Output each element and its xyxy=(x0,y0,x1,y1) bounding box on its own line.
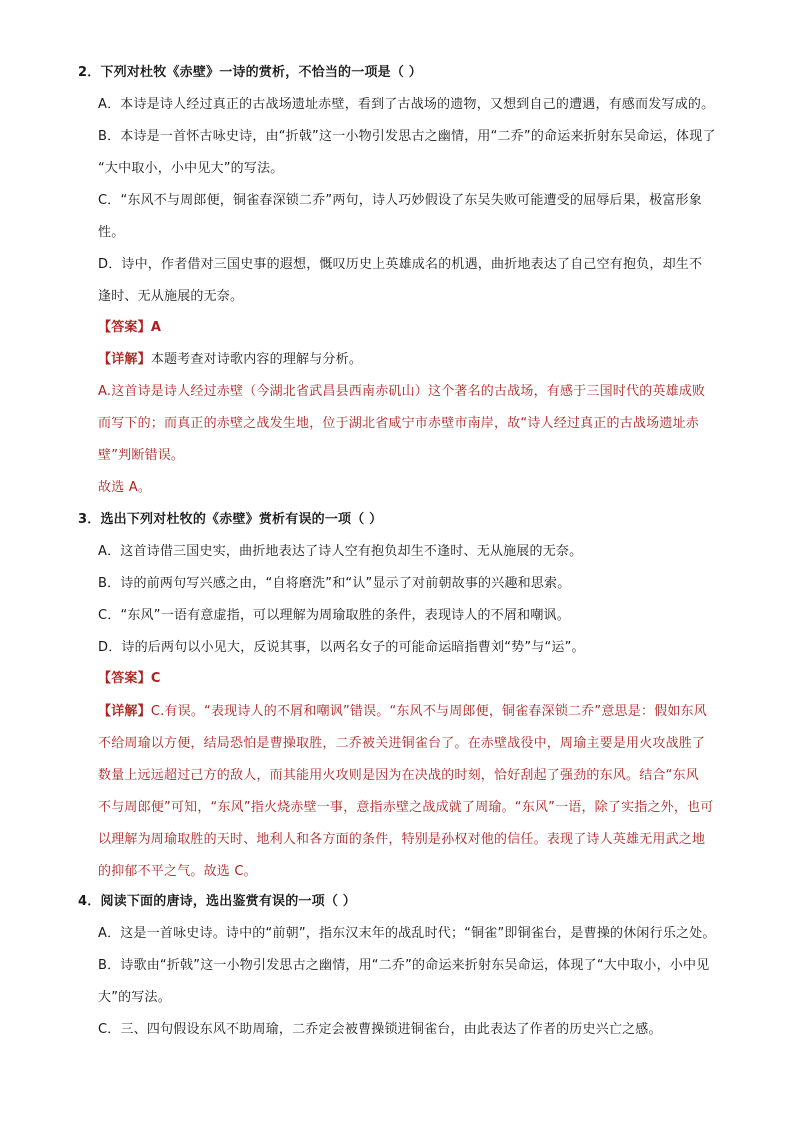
question-3-detail xyxy=(98,704,758,720)
question-2-conclusion: 故选 A。 xyxy=(98,480,152,495)
answer-label: 【答案】 xyxy=(98,320,151,335)
question-3-answer xyxy=(98,671,758,687)
answer-value: A xyxy=(150,320,162,335)
question-4-option-b-cont: 大”的写法。 xyxy=(98,990,171,1005)
question-2-option-a: A．本诗是诗人经过真正的古战场遗址赤壁，看到了古战场的遗物，又想到自己的遭遇，有感而发写成的。 xyxy=(98,97,715,112)
question-3-detail-line: 不与周郎便”可知，“东风”指火烧赤壁一事，意指赤壁之战成就了周瑜。“东风”一语，除了实指之外，也可 xyxy=(98,800,714,815)
detail-label: 【详解】 xyxy=(98,704,151,719)
question-3-option-d: D．诗的后两句以小见大，反说其事，以两名女子的可能命运暗指曹刘“势”与“运”。 xyxy=(98,640,585,655)
answer-label: 【答案】 xyxy=(98,671,151,686)
question-4-option-b: B．诗歌由“折戟”这一小物引发思古之幽情，用“二乔”的命运来折射东吴命运，体现了“大中取小，小中见 xyxy=(98,958,710,973)
question-2-detail-line: 壁”判断错误。 xyxy=(98,448,185,463)
question-2-option-c: C．“东风不与周郎便，铜雀春深锁二乔”两句，诗人巧妙假设了东吴失败可能遭受的屈辱后果，极富形象 xyxy=(98,193,702,208)
question-2-option-d-cont: 逢时、无从施展的无奈。 xyxy=(98,289,244,304)
question-4-option-c: C．三、四句假设东风不助周瑜，二乔定会被曹操锁进铜雀台，由此表达了作者的历史兴亡之感。 xyxy=(98,1022,662,1037)
answer-value: C xyxy=(150,671,161,686)
question-3-stem: 3．选出下列对杜牧的《赤壁》赏析有误的一项（ ） xyxy=(78,512,383,527)
question-2-detail xyxy=(98,352,758,368)
detail-text: 本题考查对诗歌内容的理解与分析。 xyxy=(150,352,363,367)
question-2-detail-line: A.这首诗是诗人经过赤壁（今湖北省武昌县西南赤矶山）这个著名的古战场，有感于三国时代的英雄成败 xyxy=(98,384,706,399)
question-3-option-b: B．诗的前两句写兴感之由，“自将磨洗”和“认”显示了对前朝故事的兴趣和思索。 xyxy=(98,576,571,591)
question-2-option-b-cont: “大中取小，小中见大”的写法。 xyxy=(98,161,284,176)
question-2-detail-line: 而写下的；而真正的赤壁之战发生地，位于湖北省咸宁市赤壁市南岸，故“诗人经过真正的古战场遗址赤 xyxy=(98,416,699,431)
detail-text: C.有误。“表现诗人的不屑和嘲讽”错误。“东风不与周郎便，铜雀春深锁二乔”意思是：假如东风 xyxy=(150,704,707,719)
question-3-detail-line: 的抑郁不平之气。故选 C。 xyxy=(98,864,257,879)
question-3-detail-line: 不给周瑜以方便，结局恐怕是曹操取胜，二乔被关进铜雀台了。在赤壁战役中，周瑜主要是用火攻战胜了 xyxy=(98,736,706,751)
question-2-answer xyxy=(98,320,758,336)
question-2-option-b: B．本诗是一首怀古咏史诗，由“折戟”这一小物引发思古之幽情，用“二乔”的命运来折射东吴命运，体现了 xyxy=(98,129,716,144)
question-3-detail-line: 以理解为周瑜取胜的天时、地利人和各方面的条件，特别是孙权对他的信任。表现了诗人英雄无用武之地 xyxy=(98,832,706,847)
question-4-stem: 4．阅读下面的唐诗，选出鉴赏有误的一项（ ） xyxy=(78,894,356,909)
detail-label: 【详解】 xyxy=(98,352,151,367)
question-4-option-a: A．这是一首咏史诗。诗中的“前朝”，指东汉末年的战乱时代；“铜雀”即铜雀台，是曹操的休闲行乐之处。 xyxy=(98,926,716,941)
question-2-option-d: D．诗中，作者借对三国史事的遐想，慨叹历史上英雄成名的机遇，曲折地表达了自己空有抱负，却生不 xyxy=(98,257,703,272)
question-3-option-c: C．“东风”一语有意虚指，可以理解为周瑜取胜的条件，表现诗人的不屑和嘲讽。 xyxy=(98,608,570,623)
question-3-detail-line: 数量上远远超过己方的敌人，而其能用火攻则是因为在决战的时刻，恰好刮起了强劲的东风。结合“东风 xyxy=(98,768,699,783)
question-3-option-a: A．这首诗借三国史实，曲折地表达了诗人空有抱负却生不逢时、无从施展的无奈。 xyxy=(98,544,583,559)
question-2-stem: 2．下列对杜牧《赤壁》一诗的赏析，不恰当的一项是（ ） xyxy=(78,65,422,80)
question-2-option-c-cont: 性。 xyxy=(98,225,125,240)
